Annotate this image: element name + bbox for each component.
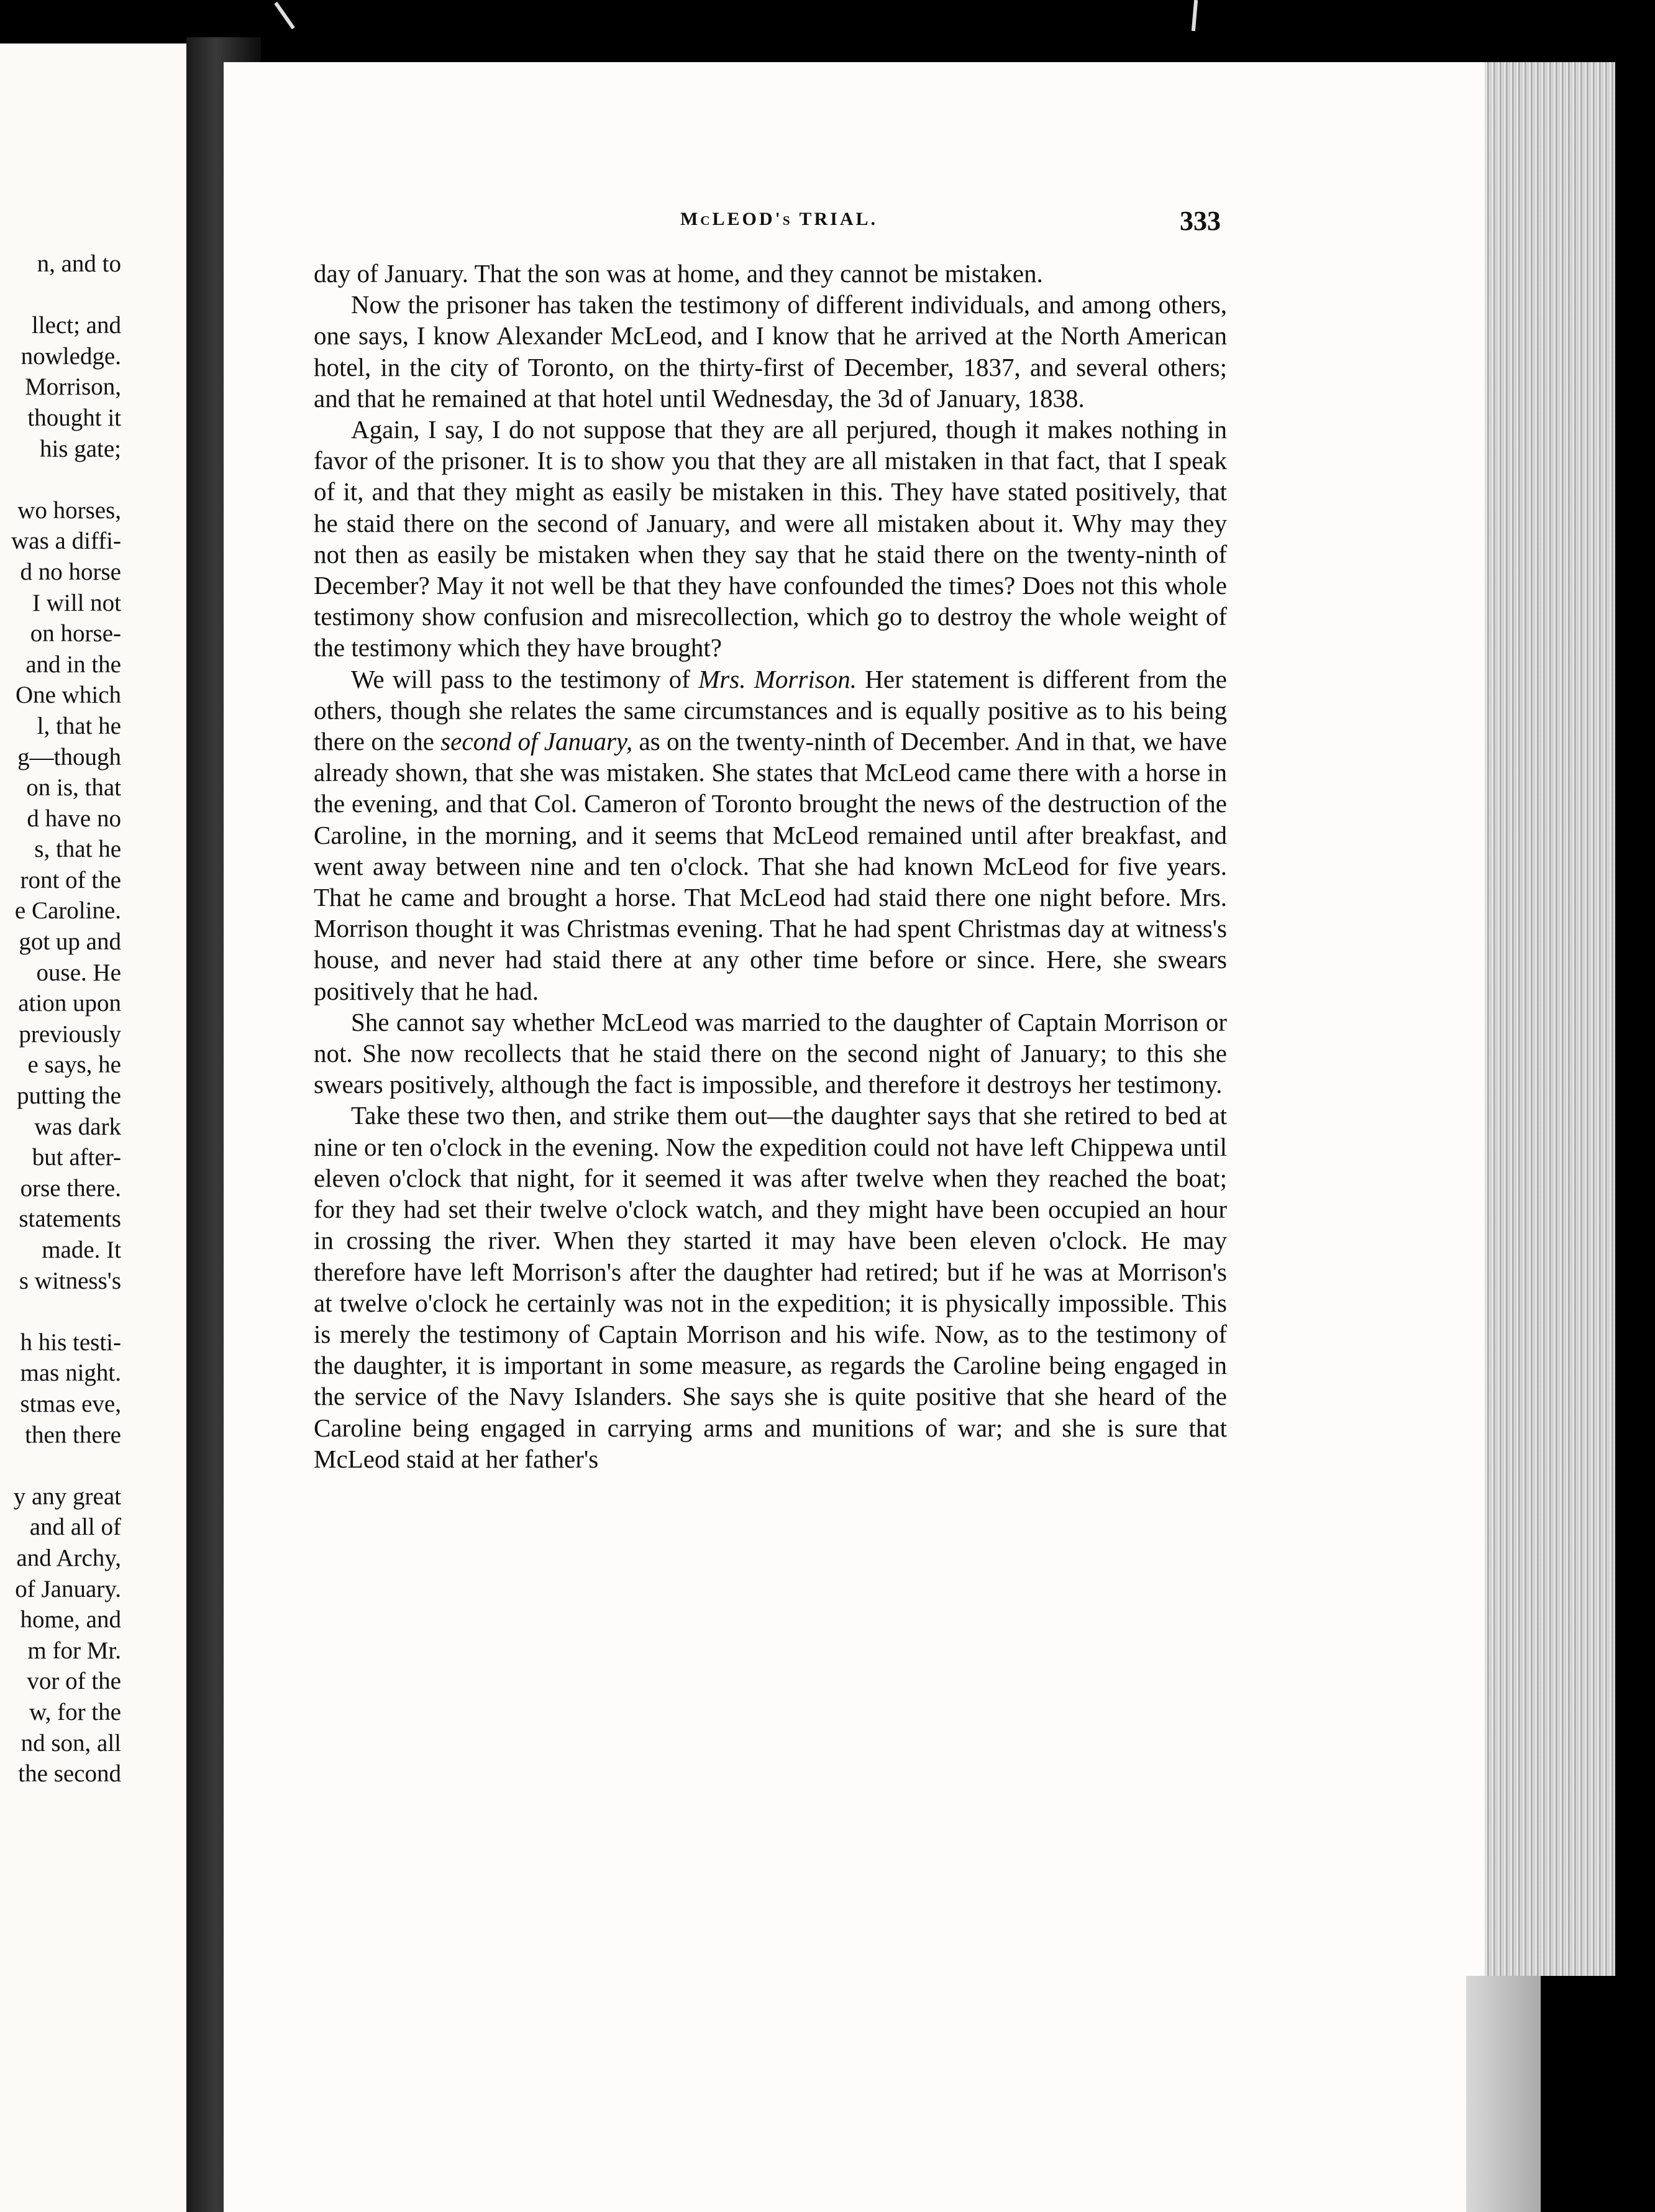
left-page-line: wo horses, (17, 496, 121, 524)
paragraph: day of January. That the son was at home, and they cannot be mistaken. (314, 259, 1043, 288)
left-page-line: s witness's (19, 1267, 121, 1294)
left-page-line: d have no (27, 805, 121, 832)
witness-name: Mrs. Morrison. (698, 664, 857, 693)
left-page-line: e says, he (27, 1051, 121, 1079)
paragraph: She cannot say whether McLeod was married to the daughter of Captain Morrison or not. She now recollects that he staid there on the second night of January; to this she swears positively, although the fact is impossible, and therefore it destroys her testimony. (314, 1007, 1227, 1099)
body-text (314, 258, 1227, 1474)
left-page-line: home, and (20, 1606, 121, 1634)
left-page-line: y any great (13, 1483, 121, 1510)
left-page-line: stmas eve, (20, 1390, 121, 1417)
left-page-line: and all of (29, 1514, 121, 1541)
left-page-line: got up and (19, 928, 121, 956)
page-header (680, 205, 1221, 242)
left-page-line: made. It (42, 1236, 121, 1263)
left-page-line: m for Mr. (27, 1637, 121, 1664)
left-page-line (11, 280, 121, 311)
paragraph-text: Her statement is different from the others, though she relates the same circumstances and is equally positive as to his being there on the (314, 664, 1228, 756)
left-page-line (11, 464, 121, 495)
left-page-line: s, that he (34, 836, 121, 863)
scan-scratch-mark (1192, 0, 1198, 31)
left-page-line: was dark (34, 1113, 121, 1140)
running-head: McLEOD's TRIAL. (680, 209, 878, 229)
paragraph (314, 664, 1227, 1007)
left-page-line: statements (19, 1205, 121, 1233)
paragraph-text: as on the twenty-ninth of December. And in that, we have already shown, that she was mistaken. She states that McLeod came there with a horse in the evening, and that Col. Cameron of Toronto brought the news of the destruction of the Caroline, in the morning, and it seems that McLeod remained until after breakfast, and went away between nine and ten o'clock. That she had known McLeod for five years. That he came and brought a horse. That McLeod had staid there one night before. Mrs. Morrison thought it was Christmas evening. That he had spent Christmas day at witness's house, and never had staid there at any other time before or since. Here, she swears positively that he had. (314, 727, 1227, 1005)
scan-scratch-mark (274, 2, 295, 29)
paragraph: Again, I say, I do not suppose that they are all perjured, though it makes nothing in favor of the prisoner. It is to show you that they are all mistaken in that fact, that I speak of it, and that they might as easily be mistaken in this. They have stated positively, that he staid there on the second of January, and were all mistaken about it. Why may they not then as easily be mistaken when they say that he staid there on the twenty-ninth of December? May it not well be that they have confounded the times? Does not this whole testimony show confusion and misrecollection, which go to destroy the whole weight of the testimony which they have brought? (314, 415, 1227, 662)
left-page-line (11, 1450, 121, 1481)
left-page-line: then there (25, 1421, 121, 1448)
left-page-line: putting the (17, 1082, 121, 1110)
date-emphasis: second of January, (440, 727, 633, 756)
left-page-line: his gate; (39, 435, 121, 462)
left-page-line: previously (19, 1020, 121, 1048)
left-page-line: llect; and (31, 312, 121, 339)
left-page-line: on horse- (30, 620, 121, 647)
left-page-line: One which (15, 682, 121, 709)
left-page-line: n, and to (37, 250, 121, 277)
left-page-line: nd son, all (21, 1729, 121, 1757)
left-page-line: mas night. (20, 1360, 121, 1387)
left-page-line: g—though (17, 743, 121, 770)
left-page-line: l, that he (37, 712, 121, 739)
left-page-line (11, 1296, 121, 1327)
left-page-line: orse there. (20, 1174, 121, 1202)
left-page-line: of January. (15, 1575, 121, 1602)
left-page-line: ation upon (18, 990, 121, 1017)
left-page-line: h his testi- (20, 1328, 121, 1356)
paragraph: Now the prisoner has taken the testimony of different individuals, and among others, one says, I know Alexander McLeod, and I know that he arrived at the North American hotel, in the city of Toronto, on the thirty-first of December, 1837, and several others; and that he remained at that hotel until Wednesday, the 3d of January, 1838. (314, 290, 1227, 413)
left-page-line: e Caroline. (14, 897, 121, 925)
left-page-line: I will not (32, 589, 121, 616)
left-page-line: Morrison, (25, 373, 121, 401)
left-page-line: and in the (25, 651, 121, 678)
left-page-line: and Archy, (16, 1544, 121, 1571)
left-facing-page (0, 43, 186, 2212)
left-page-line: on is, that (26, 774, 121, 802)
left-page-line: ouse. He (36, 959, 121, 986)
page-edges (1485, 62, 1615, 1976)
left-page-line: ront of the (20, 866, 121, 893)
left-page-line: but after- (32, 1144, 121, 1171)
left-page-text (11, 249, 121, 1789)
page-edges-bottom (1466, 1976, 1541, 2212)
left-page-line: the second (18, 1760, 121, 1788)
left-page-line: thought it (27, 404, 121, 431)
page-number: 333 (1180, 206, 1221, 236)
paragraph-text: We will pass to the testimony of (351, 664, 699, 693)
left-page-line: d no horse (20, 558, 121, 585)
left-page-line: nowledge. (21, 342, 121, 370)
left-page-line: vor of the (27, 1668, 121, 1695)
left-page-line: was a diffi- (11, 528, 121, 555)
paragraph: Take these two then, and strike them out—the daughter says that she retired to bed at nine or ten o'clock in the evening. Now the expedition could not have left Chippewa until eleven o'clock that night, for it seemed it was after twelve when they reached the boat; for they had set their twelve o'clock watch, and they might have been occupied an hour in crossing the river. When they started it may have been eleven o'clock. He may therefore have left Morrison's after the daughter had retired; but if he was at Morrison's at twelve o'clock he certainly was not in the expedition; it is physically impossible. This is merely the testimony of Captain Morrison and his wife. Now, as to the testimony of the daughter, it is important in some measure, as regards the Caroline being engaged in the service of the Navy Islanders. She says she is quite positive that she heard of the Caroline being engaged in carrying arms and munitions of war; and she is sure that McLeod staid at her father's (314, 1101, 1227, 1473)
left-page-line: w, for the (29, 1698, 121, 1725)
